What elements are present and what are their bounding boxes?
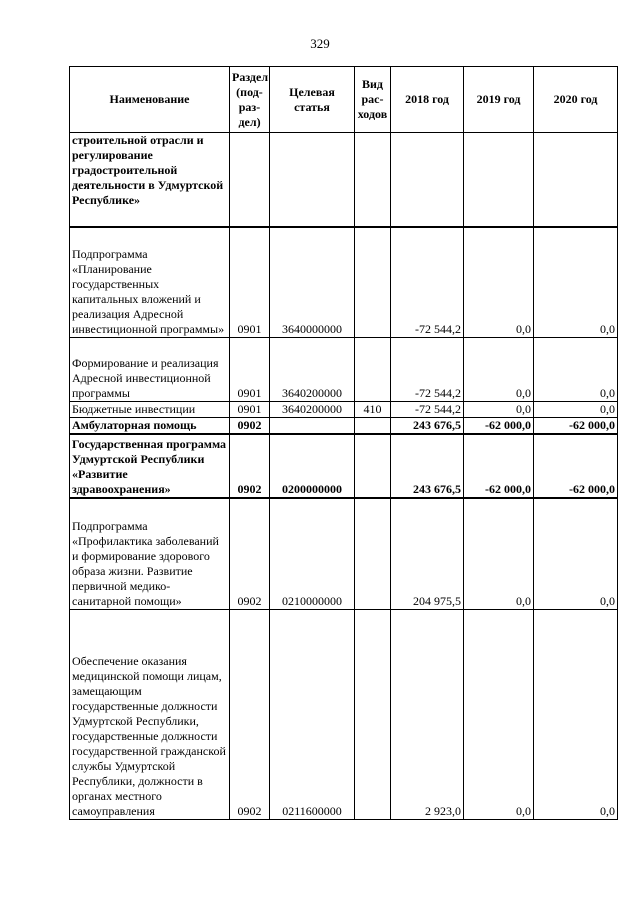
col-header-2020: 2020 год	[534, 67, 618, 133]
row-2019: 0,0	[464, 609, 534, 819]
row-2019: 0,0	[464, 338, 534, 402]
table-row	[70, 227, 618, 338]
table-row	[70, 434, 618, 498]
row-target	[270, 418, 355, 435]
row-expense: 410	[355, 402, 391, 418]
row-target	[270, 133, 355, 227]
table-row	[70, 338, 618, 402]
row-section: 0902	[230, 609, 270, 819]
row-section	[230, 133, 270, 227]
row-target: 3640200000	[270, 402, 355, 418]
row-section: 0902	[230, 498, 270, 609]
row-expense	[355, 338, 391, 402]
table-row	[70, 418, 618, 435]
col-header-2019: 2019 год	[464, 67, 534, 133]
col-header-target: Целевая статья	[270, 67, 355, 133]
col-header-2018: 2018 год	[391, 67, 464, 133]
row-2018: -72 544,2	[391, 338, 464, 402]
row-section: 0901	[230, 227, 270, 338]
row-target: 3640200000	[270, 338, 355, 402]
row-name: Амбулаторная помощь	[70, 418, 230, 435]
row-2019: 0,0	[464, 227, 534, 338]
row-name: Формирование и реализация Адресной инвестиционной программы	[70, 338, 230, 402]
row-name: Обеспечение оказания медицинской помощи лицам, замещающим государственные должности Удмуртской Республики, государственные должности государственной гражданской службы Удмуртской Республики, должности в органах местного самоуправления	[70, 609, 230, 819]
row-name: Государственная программа Удмуртской Республики «Развитие здравоохранения»	[70, 434, 230, 498]
row-2020: -62 000,0	[534, 434, 618, 498]
row-2019: 0,0	[464, 402, 534, 418]
row-target: 3640000000	[270, 227, 355, 338]
col-header-name: Наименование	[70, 67, 230, 133]
table-row	[70, 133, 618, 227]
page-number: 329	[310, 36, 330, 51]
col-header-expense: Вид рас-ходов	[355, 67, 391, 133]
row-target: 0200000000	[270, 434, 355, 498]
row-2020: 0,0	[534, 498, 618, 609]
row-target: 0211600000	[270, 609, 355, 819]
table-row	[70, 609, 618, 819]
row-name: Подпрограмма «Профилактика заболеваний и формирование здорового образа жизни. Развитие первичной медико-санитарной помощи»	[70, 498, 230, 609]
row-expense	[355, 498, 391, 609]
budget-table	[69, 66, 618, 820]
row-2019: -62 000,0	[464, 434, 534, 498]
table-row	[70, 498, 618, 609]
row-section: 0902	[230, 418, 270, 435]
row-expense	[355, 609, 391, 819]
col-header-section: Раздел (под-раз-дел)	[230, 67, 270, 133]
row-expense	[355, 227, 391, 338]
row-expense	[355, 434, 391, 498]
row-name: строительной отрасли и регулирование градостроительной деятельности в Удмуртской Республике»	[70, 133, 230, 227]
row-2018: 2 923,0	[391, 609, 464, 819]
table-row	[70, 402, 618, 418]
row-2020	[534, 133, 618, 227]
row-2019: -62 000,0	[464, 418, 534, 435]
row-2018	[391, 133, 464, 227]
row-2018: -72 544,2	[391, 227, 464, 338]
row-2018: 243 676,5	[391, 418, 464, 435]
row-expense	[355, 133, 391, 227]
row-2018: 204 975,5	[391, 498, 464, 609]
row-target: 0210000000	[270, 498, 355, 609]
row-name: Подпрограмма «Планирование государственных капитальных вложений и реализация Адресной инвестиционной программы»	[70, 227, 230, 338]
row-2020: 0,0	[534, 609, 618, 819]
row-2019	[464, 133, 534, 227]
table-header-row	[70, 67, 618, 133]
row-2020: 0,0	[534, 402, 618, 418]
row-section: 0902	[230, 434, 270, 498]
row-expense	[355, 418, 391, 435]
row-2019: 0,0	[464, 498, 534, 609]
row-section: 0901	[230, 338, 270, 402]
row-2020: 0,0	[534, 227, 618, 338]
row-2018: -72 544,2	[391, 402, 464, 418]
row-2018: 243 676,5	[391, 434, 464, 498]
row-2020: 0,0	[534, 338, 618, 402]
row-section: 0901	[230, 402, 270, 418]
row-name: Бюджетные инвестиции	[70, 402, 230, 418]
row-2020: -62 000,0	[534, 418, 618, 435]
